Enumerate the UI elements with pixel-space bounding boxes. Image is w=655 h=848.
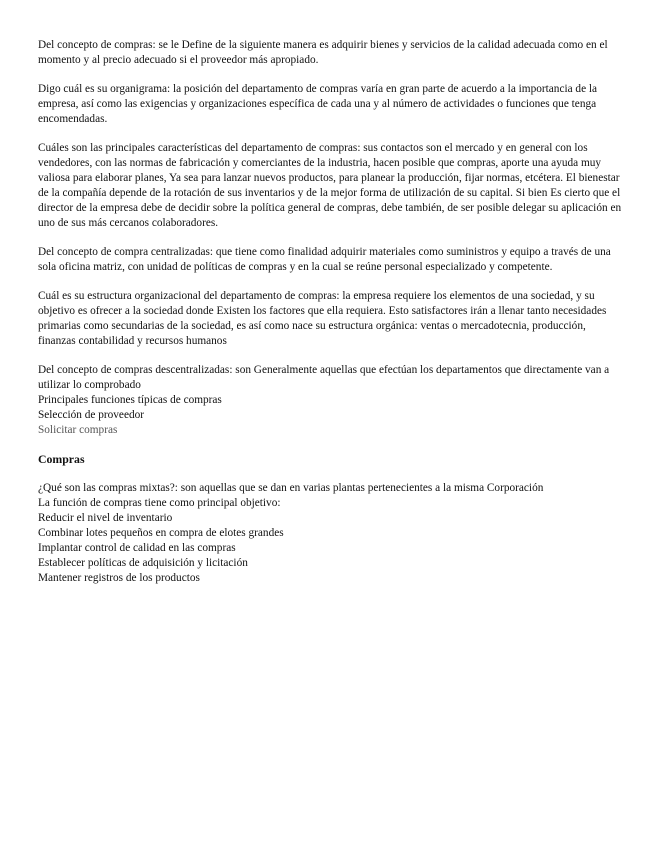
paragraph-compras-descentralizadas: Del concepto de compras descentralizadas: son Generalmente aquellas que efectúan los departamentos que directamente van a utilizar lo comprobado — [38, 364, 610, 391]
objective-item: Combinar lotes pequeños en compra de elotes grandes — [38, 527, 284, 539]
paragraph-caracteristicas: Cuáles son las principales características del departamento de compras: sus contactos son el mercado y en general con los vendedores, con las normas de fabricación y comerciantes de la industria, hacen posible que compras, aporte una ayuda muy valiosa para elaborar planes, Ya sea para lanzar nuevos productos, para planear la producción, fijar normas, etcétera. El bienestar de la compañía depende de la rotación de sus inventarios y de la mejor forma de utilización de su capital. Si bien Es cierto que el director de la empresa debe de decidir sobre la política general de compras, debe también, de ser posible delegar su aplicación en uno de sus más cercanos colaboradores. — [38, 142, 622, 229]
function-item: Solicitar compras — [38, 424, 118, 436]
paragraph-estructura-organizacional: Cuál es su estructura organizacional del departamento de compras: la empresa requiere los elementos de una sociedad, y su objetivo es ofrecer a la sociedad donde Existen los factores que ella requiera. Esto satisfactores irán a llenar tanto necesidades primarias como secundarias de la sociedad, es así como nace su estructura orgánica: ventas o mercadotecnia, producción, finanzas contabilidad y recursos humanos — [38, 290, 607, 347]
paragraph-compras-mixtas: ¿Qué son las compras mixtas?: son aquellas que se dan en varias plantas pertenecientes a la misma Corporación — [38, 482, 544, 494]
paragraph-organigrama: Digo cuál es su organigrama: la posición del departamento de compras varía en gran parte de acuerdo a la importancia de la empresa, así como las exigencias y organizaciones específica de cada una y al número de actividades o funciones que tenga encomendadas. — [38, 83, 598, 125]
objective-item: Establecer políticas de adquisición y licitación — [38, 557, 248, 569]
function-item: Selección de proveedor — [38, 409, 145, 421]
mixed-block — [38, 481, 625, 586]
paragraph-compras-centralizadas: Del concepto de compra centralizadas: que tiene como finalidad adquirir materiales como suministros y equipo a través de una sola oficina matriz, con unidad de políticas de compras y en la cual se reúne personal especializado y competente. — [38, 246, 611, 273]
objective-intro: La función de compras tiene como principal objetivo: — [38, 497, 281, 509]
objective-item: Implantar control de calidad en las compras — [38, 542, 236, 554]
objective-item: Reducir el nivel de inventario — [38, 512, 173, 524]
objective-item: Mantener registros de los productos — [38, 572, 200, 584]
descentralizadas-block — [38, 363, 625, 438]
paragraph-concepto-compras: Del concepto de compras: se le Define de la siguiente manera es adquirir bienes y servicios de la calidad adecuada como en el momento y al precio adecuado si el proveedor más apropiado. — [38, 39, 608, 66]
functions-heading: Principales funciones típicas de compras — [38, 394, 222, 406]
section-title: Compras — [38, 452, 85, 466]
